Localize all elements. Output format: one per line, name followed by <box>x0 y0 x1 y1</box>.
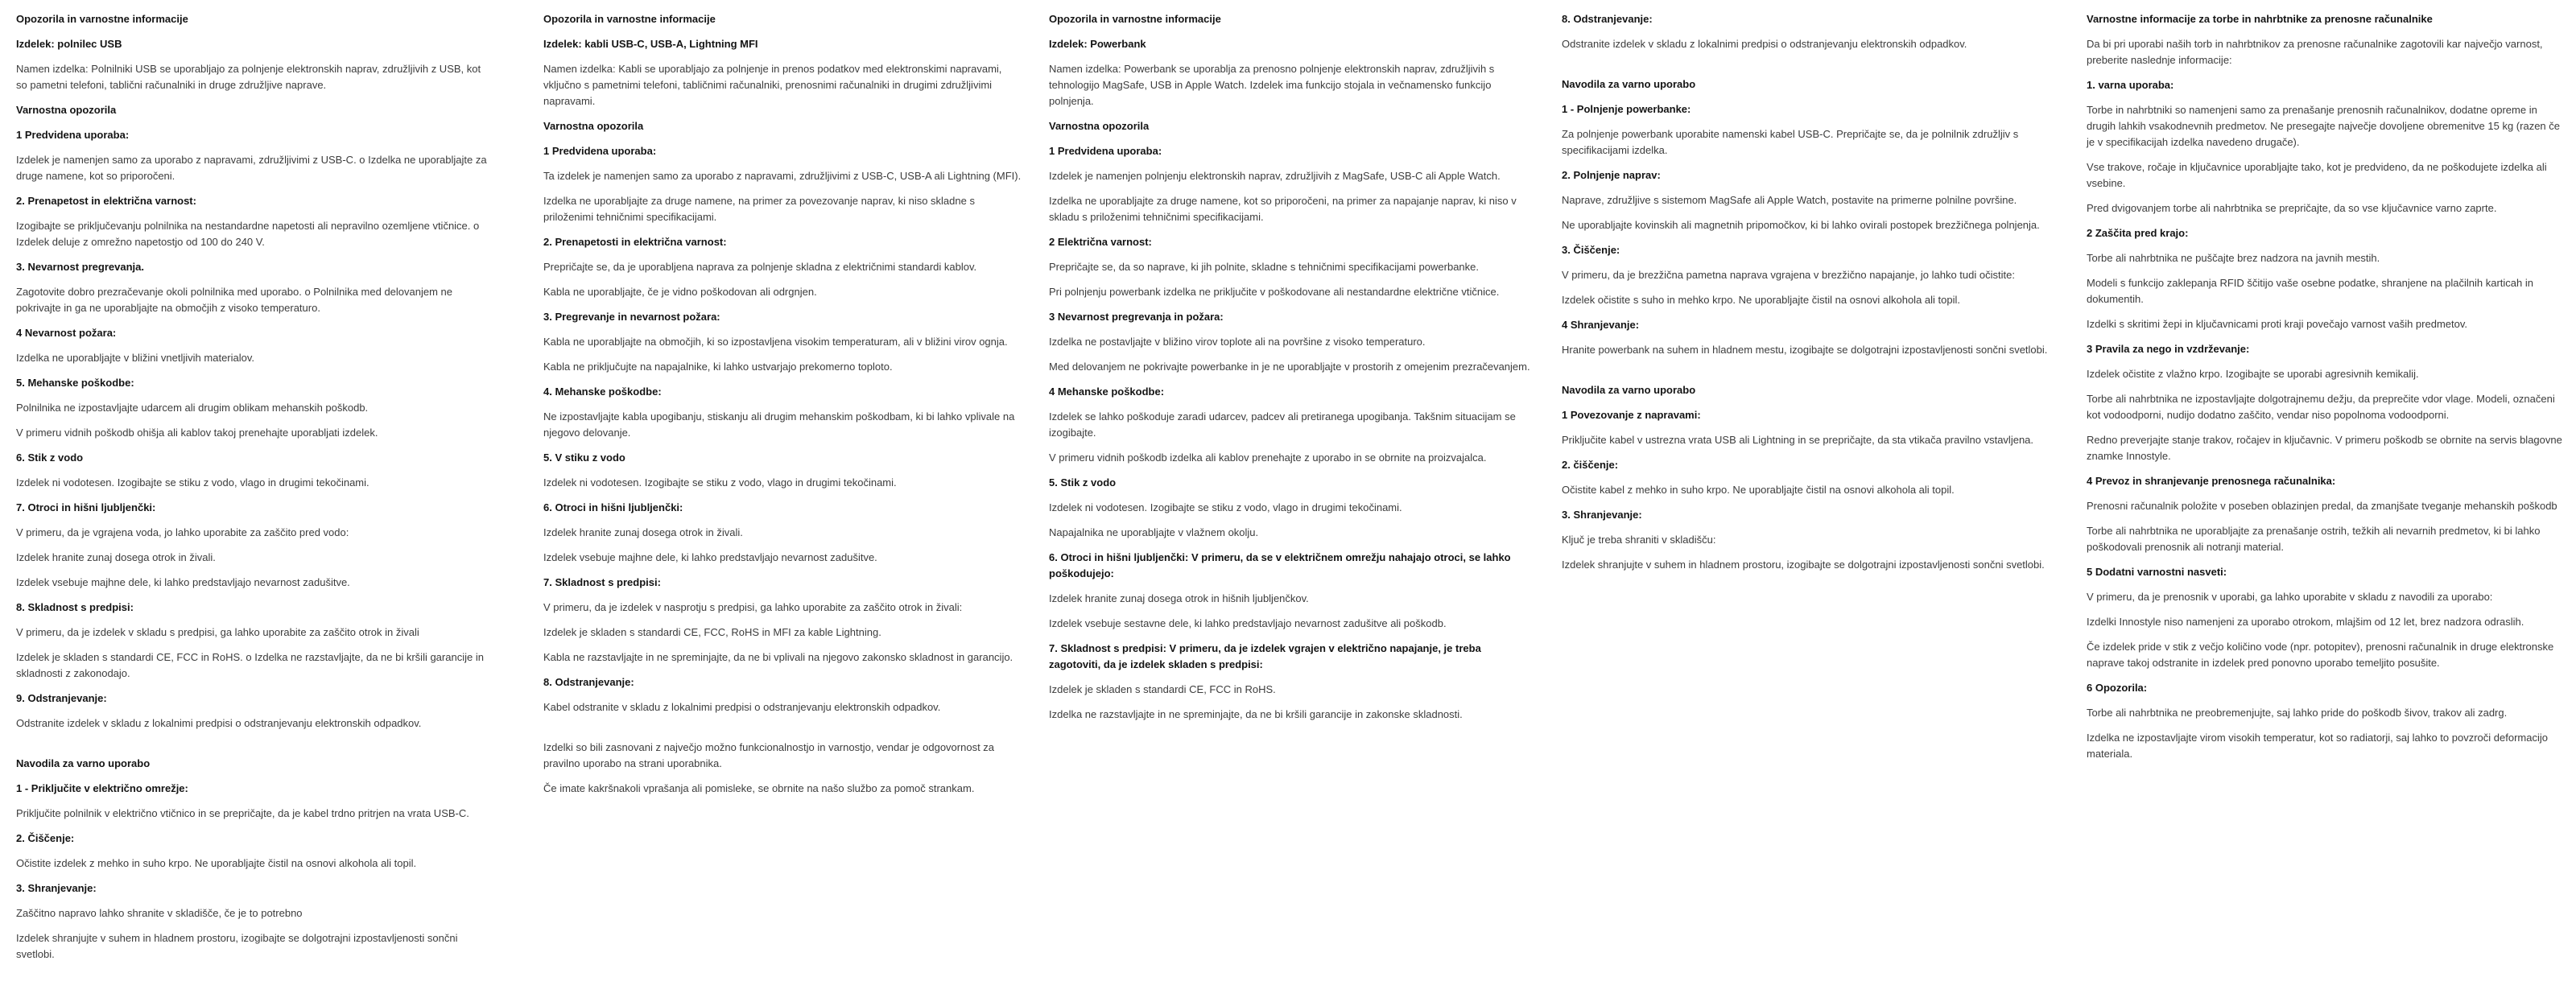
section-heading: 7. Skladnost s predpisi: V primeru, da je izdelek vgrajen v električno napajanje, je treba zagotoviti, da je izdelek skladen s predpisi: <box>1049 642 1481 670</box>
section-heading: Izdelek: polnilec USB <box>16 38 122 50</box>
body-paragraph: Izdelek se lahko poškoduje zaradi udarcev, padcev ali pretiranega upogibanja. Takšnim situacijam se izogibajte. <box>1049 410 1516 439</box>
section-heading: 2. čiščenje: <box>1562 459 1619 471</box>
column-powerbank-usage <box>1562 11 2053 582</box>
section-heading: Varnostne informacije za torbe in nahrbtnike za prenosne računalnike <box>2087 13 2433 25</box>
body-paragraph: Da bi pri uporabi naših torb in nahrbtnikov za prenosne računalnike zagotovili kar največjo varnost, preberite naslednje informacije: <box>2087 38 2543 66</box>
section-heading: 5 Dodatni varnostni nasveti: <box>2087 566 2227 578</box>
section-heading: 8. Odstranjevanje: <box>543 676 634 688</box>
column-powerbank <box>1049 11 1532 732</box>
body-paragraph: Izogibajte se priključevanju polnilnika na nestandardne napetosti ali nepravilno ozemljene vtičnice. o Izdelek deluje z omrežno napetostjo od 100 do 240 V. <box>16 220 480 248</box>
section-heading: 1 Povezovanje z napravami: <box>1562 409 1701 421</box>
body-paragraph: Izdelka ne izpostavljajte virom visokih temperatur, kot so radiatorji, saj lahko to povzroči deformacijo materiala. <box>2087 732 2548 760</box>
section-heading: 3. Shranjevanje: <box>1562 509 1642 521</box>
section-heading: 4 Nevarnost požara: <box>16 327 117 339</box>
section-heading: 2 Električna varnost: <box>1049 236 1152 248</box>
section-heading: 1 - Priključite v električno omrežje: <box>16 782 188 794</box>
body-paragraph: Napajalnika ne uporabljajte v vlažnem okolju. <box>1049 526 1259 538</box>
body-paragraph: V primeru, da je vgrajena voda, jo lahko uporabite za zaščito pred vodo: <box>16 526 349 538</box>
body-paragraph: Naprave, združljive s sistemom MagSafe ali Apple Watch, postavite na primerne polnilne površine. <box>1562 194 2017 206</box>
body-paragraph: Namen izdelka: Powerbank se uporablja za prenosno polnjenje elektronskih naprav, združljivih s tehnologijo MagSafe, USB in Apple Watch. Izdelek ima funkcijo stojala in večnamensko funkcijo polnjenja. <box>1049 63 1495 107</box>
section-heading: 9. Odstranjevanje: <box>16 692 107 704</box>
body-paragraph: Torbe ali nahrbtnika ne preobremenjujte, saj lahko pride do poškodb šivov, trakov ali zadrg. <box>2087 707 2508 719</box>
body-paragraph: Izdelki s skritimi žepi in ključavnicami proti kraji povečajo varnost vaših predmetov. <box>2087 318 2467 330</box>
body-paragraph: Ne uporabljajte kovinskih ali magnetnih pripomočkov, ki bi lahko ovirali postopek brezžičnega polnjenja. <box>1562 219 2040 231</box>
body-paragraph: Vse trakove, ročaje in ključavnice uporabljajte tako, kot je predvideno, da ne poškodujete izdelka ali vsebine. <box>2087 161 2547 189</box>
body-paragraph: Odstranite izdelek v skladu z lokalnimi predpisi o odstranjevanju elektronskih odpadkov. <box>16 717 422 729</box>
body-paragraph: Redno preverjajte stanje trakov, ročajev in ključavnic. V primeru poškodb se obrnite na servis blagovne znamke Innostyle. <box>2087 434 2562 462</box>
body-paragraph: Prepričajte se, da so naprave, ki jih polnite, skladne s tehničnimi specifikacijami powerbanke. <box>1049 261 1479 273</box>
section-heading: 1 - Polnjenje powerbanke: <box>1562 103 1691 115</box>
body-paragraph: Izdelek vsebuje sestavne dele, ki lahko predstavljajo nevarnost zadušitve ali poškodb. <box>1049 617 1447 629</box>
section-heading: Opozorila in varnostne informacije <box>543 13 716 25</box>
body-paragraph: Za polnjenje powerbank uporabite namenski kabel USB-C. Prepričajte se, da je polnilnik združljiv s specifikacijami izdelka. <box>1562 128 2019 156</box>
column-charger-usb <box>16 11 493 971</box>
section-heading: 6. Otroci in hišni ljubljenčki: V primeru, da se v električnem omrežju nahajajo otroci, se lahko poškodujejo: <box>1049 551 1511 579</box>
body-paragraph: Prepričajte se, da je uporabljena naprava za polnjenje skladna z električnimi standardi kablov. <box>543 261 977 273</box>
section-heading: 6 Opozorila: <box>2087 682 2148 694</box>
column-laptop-bags <box>2087 11 2566 771</box>
body-paragraph: Pred dvigovanjem torbe ali nahrbtnika se prepričajte, da so vse ključavnice varno zaprte. <box>2087 202 2497 214</box>
body-paragraph: V primeru, da je izdelek v skladu s predpisi, ga lahko uporabite za zaščito otrok in živali <box>16 626 419 638</box>
body-paragraph: Izdelek očistite s suho in mehko krpo. Ne uporabljajte čistil na osnovi alkohola ali topil. <box>1562 294 1960 306</box>
body-paragraph: Izdelek očistite z vlažno krpo. Izogibajte se uporabi agresivnih kemikalij. <box>2087 368 2419 380</box>
body-paragraph: Izdelek je skladen s standardi CE, FCC in RoHS. o Izdelka ne razstavljajte, da ne bi kršili garancije in skladnosti z zakonodajo. <box>16 651 484 679</box>
section-heading: 2. Polnjenje naprav: <box>1562 169 1661 181</box>
section-heading: 7. Skladnost s predpisi: <box>543 576 661 588</box>
body-paragraph: Očistite izdelek z mehko in suho krpo. Ne uporabljajte čistil na osnovi alkohola ali topil. <box>16 857 417 869</box>
body-paragraph: Izdelka ne uporabljajte za druge namene, na primer za povezovanje naprav, ki niso skladne s priloženimi tehničnimi specifikacijami. <box>543 195 975 223</box>
body-paragraph: Če izdelek pride v stik z večjo količino vode (npr. potopitev), prenosni računalnik in druge elektronske naprave takoj odstranite in izdelek pred ponovno uporabo temeljito posušite. <box>2087 641 2554 669</box>
body-paragraph: Izdelek hranite zunaj dosega otrok in živali. <box>16 551 216 563</box>
body-paragraph: Če imate kakršnakoli vprašanja ali pomisleke, se obrnite na našo službo za pomoč strankam. <box>543 782 975 794</box>
body-paragraph: Ključ je treba shraniti v skladišču: <box>1562 534 1716 546</box>
section-heading: Varnostna opozorila <box>16 104 117 116</box>
body-paragraph: Torbe in nahrbtniki so namenjeni samo za prenašanje prenosnih računalnikov, dodatne opreme in drugih lahkih vsakodnevnih predmetov. Ne presegajte največje dovoljene obremenitve 15 kg (razen če je v specifikacijah izdelka navedeno drugače). <box>2087 104 2560 148</box>
section-heading: Navodila za varno uporabo <box>1562 384 1696 396</box>
body-paragraph: Izdelek hranite zunaj dosega otrok in hišnih ljubljenčkov. <box>1049 592 1309 604</box>
body-paragraph: Izdelek shranjujte v suhem in hladnem prostoru, izogibajte se dolgotrajni izpostavljenosti sončni svetlobi. <box>16 932 458 960</box>
section-heading: 4 Shranjevanje: <box>1562 319 1640 331</box>
body-paragraph: Izdelki so bili zasnovani z največjo možno funkcionalnostjo in varnostjo, vendar je odgovornost za pravilno uporabo na strani uporabnika. <box>543 741 995 769</box>
body-paragraph: Hranite powerbank na suhem in hladnem mestu, izogibajte se dolgotrajni izpostavljenosti sončni svetlobi. <box>1562 344 2048 356</box>
column-cables <box>543 11 1026 806</box>
section-heading: 3 Nevarnost pregrevanja in požara: <box>1049 311 1224 323</box>
body-paragraph: Kabla ne razstavljajte in ne spreminjajte, da ne bi vplivali na njegovo zakonsko skladnost in garancijo. <box>543 651 1013 663</box>
section-heading: Navodila za varno uporabo <box>16 757 151 769</box>
section-heading: 6. Stik z vodo <box>16 451 84 464</box>
body-paragraph: Torbe ali nahrbtnika ne puščajte brez nadzora na javnih mestih. <box>2087 252 2380 264</box>
section-heading: Izdelek: Powerbank <box>1049 38 1146 50</box>
section-heading: 8. Odstranjevanje: <box>1562 13 1653 25</box>
section-heading: 4 Mehanske poškodbe: <box>1049 385 1165 398</box>
section-heading: 7. Otroci in hišni ljubljenčki: <box>16 501 156 513</box>
body-paragraph: Torbe ali nahrbtnika ne uporabljajte za prenašanje ostrih, težkih ali nevarnih predmetov, ki bi lahko poškodovali prenosnik ali notranji material. <box>2087 525 2541 553</box>
body-paragraph: V primeru vidnih poškodb izdelka ali kablov prenehajte z uporabo in se obrnite na proizvajalca. <box>1049 451 1487 464</box>
body-paragraph: Ta izdelek je namenjen samo za uporabo z napravami, združljivimi z USB-C, USB-A ali Lightning (MFI). <box>543 170 1022 182</box>
section-heading: 1 Predvidena uporaba: <box>16 129 130 141</box>
body-paragraph: Kabla ne priključujte na napajalnike, ki lahko ustvarjajo prekomerno toploto. <box>543 361 893 373</box>
body-paragraph: Priključite kabel v ustrezna vrata USB ali Lightning in se prepričajte, da sta vtikača pravilno vstavljena. <box>1562 434 2034 446</box>
body-paragraph: Med delovanjem ne pokrivajte powerbanke in je ne uporabljajte v prostorih z omejenim prezračevanjem. <box>1049 361 1530 373</box>
body-paragraph: V primeru, da je prenosnik v uporabi, ga lahko uporabite v skladu z navodili za uporabo: <box>2087 591 2493 603</box>
section-heading: 2 Zaščita pred krajo: <box>2087 227 2189 239</box>
body-paragraph: Modeli s funkcijo zaklepanja RFID ščitijo vaše osebne podatke, shranjene na plačilnih karticah in dokumentih. <box>2087 277 2533 305</box>
section-heading: 4 Prevoz in shranjevanje prenosnega računalnika: <box>2087 475 2336 487</box>
body-paragraph: Izdelka ne uporabljajte v bližini vnetljivih materialov. <box>16 352 255 364</box>
section-heading: Opozorila in varnostne informacije <box>1049 13 1221 25</box>
section-heading: Opozorila in varnostne informacije <box>16 13 188 25</box>
section-heading: 5. V stiku z vodo <box>543 451 625 464</box>
body-paragraph: Zagotovite dobro prezračevanje okoli polnilnika med uporabo. o Polnilnika med delovanjem ne pokrivajte in ga ne uporabljajte na območjih z visoko temperaturo. <box>16 286 452 314</box>
body-paragraph: V primeru, da je izdelek v nasprotju s predpisi, ga lahko uporabite za zaščito otrok in živali: <box>543 601 963 613</box>
body-paragraph: Kabla ne uporabljajte, če je vidno poškodovan ali odrgnjen. <box>543 286 817 298</box>
section-heading: 6. Otroci in hišni ljubljenčki: <box>543 501 683 513</box>
body-paragraph: Kabel odstranite v skladu z lokalnimi predpisi o odstranjevanju elektronskih odpadkov. <box>543 701 941 713</box>
section-heading: 1 Predvidena uporaba: <box>543 145 657 157</box>
body-paragraph: Torbe ali nahrbtnika ne izpostavljajte dolgotrajnemu dežju, da preprečite vdor vlage. Modeli, označeni kot vodoodporni, nudijo dodatno zaščito, vendar niso popolnoma vodoodporni. <box>2087 393 2555 421</box>
section-heading: 4. Mehanske poškodbe: <box>543 385 662 398</box>
section-heading: 3 Pravila za nego in vzdrževanje: <box>2087 343 2250 355</box>
section-heading: 5. Mehanske poškodbe: <box>16 377 134 389</box>
body-paragraph: Izdelka ne postavljajte v bližino virov toplote ali na površine z visoko temperaturo. <box>1049 336 1426 348</box>
body-paragraph: Prenosni računalnik položite v poseben oblazinjen predal, da zmanjšate tveganje mehanskih poškodb <box>2087 500 2557 512</box>
section-heading: 3. Pregrevanje in nevarnost požara: <box>543 311 720 323</box>
body-paragraph: V primeru vidnih poškodb ohišja ali kablov takoj prenehajte uporabljati izdelek. <box>16 427 378 439</box>
body-paragraph: Izdelek ni vodotesen. Izogibajte se stiku z vodo, vlago in drugimi tekočinami. <box>1049 501 1402 513</box>
section-heading: Izdelek: kabli USB-C, USB-A, Lightning MFI <box>543 38 758 50</box>
section-heading: 3. Čiščenje: <box>1562 244 1620 256</box>
body-paragraph: Izdelek ni vodotesen. Izogibajte se stiku z vodo, vlago in drugimi tekočinami. <box>16 476 369 489</box>
body-paragraph: Izdelek shranjujte v suhem in hladnem prostoru, izogibajte se dolgotrajni izpostavljenosti sončni svetlobi. <box>1562 559 2045 571</box>
body-paragraph: Namen izdelka: Kabli se uporabljajo za polnjenje in prenos podatkov med elektronskimi napravami, vključno s pametnimi telefoni, tabličnimi računalniki, prenosnimi računalniki in drugimi združljivimi napravami. <box>543 63 1002 107</box>
body-paragraph: Izdelek je skladen s standardi CE, FCC, RoHS in MFI za kable Lightning. <box>543 626 881 638</box>
section-heading: 8. Skladnost s predpisi: <box>16 601 134 613</box>
section-heading: 2. Čiščenje: <box>16 832 75 844</box>
section-heading: 5. Stik z vodo <box>1049 476 1117 489</box>
body-paragraph: Izdelek je skladen s standardi CE, FCC in RoHS. <box>1049 683 1276 695</box>
body-paragraph: Kabla ne uporabljajte na območjih, ki so izpostavljena visokim temperaturam, ali v bližini virov ognja. <box>543 336 1008 348</box>
body-paragraph: Namen izdelka: Polnilniki USB se uporabljajo za polnjenje elektronskih naprav, združljivih z USB, kot so pametni telefoni, tablični računalniki in druge združljive naprave. <box>16 63 481 91</box>
section-heading: 3. Nevarnost pregrevanja. <box>16 261 144 273</box>
section-heading: 1 Predvidena uporaba: <box>1049 145 1162 157</box>
body-paragraph: Izdelek ni vodotesen. Izogibajte se stiku z vodo, vlago in drugimi tekočinami. <box>543 476 897 489</box>
body-paragraph: Pri polnjenju powerbank izdelka ne priključite v poškodovane ali nestandardne električne vtičnice. <box>1049 286 1500 298</box>
body-paragraph: Izdelek je namenjen polnjenju elektronskih naprav, združljivih z MagSafe, USB-C ali Apple Watch. <box>1049 170 1501 182</box>
section-heading: Varnostna opozorila <box>543 120 644 132</box>
body-paragraph: V primeru, da je brezžična pametna naprava vgrajena v brezžično napajanje, jo lahko tudi očistite: <box>1562 269 2015 281</box>
section-heading: 2. Prenapetost in električna varnost: <box>16 195 196 207</box>
section-heading: Varnostna opozorila <box>1049 120 1150 132</box>
body-paragraph: Izdelki Innostyle niso namenjeni za uporabo otrokom, mlajšim od 12 let, brez nadzora odraslih. <box>2087 616 2524 628</box>
section-heading: 1. varna uporaba: <box>2087 79 2174 91</box>
body-paragraph: Izdelka ne razstavljajte in ne spreminjajte, da ne bi kršili garancije in zakonske skladnosti. <box>1049 708 1463 720</box>
body-paragraph: Odstranite izdelek v skladu z lokalnimi predpisi o odstranjevanju elektronskih odpadkov. <box>1562 38 1967 50</box>
section-heading: Navodila za varno uporabo <box>1562 78 1696 90</box>
body-paragraph: Ne izpostavljajte kabla upogibanju, stiskanju ali drugim mehanskim poškodbam, ki bi lahko vplivale na njegovo delovanje. <box>543 410 1015 439</box>
body-paragraph: Izdelek vsebuje majhne dele, ki lahko predstavljajo nevarnost zadušitve. <box>543 551 877 563</box>
body-paragraph: Očistite kabel z mehko in suho krpo. Ne uporabljajte čistil na osnovi alkohola ali topil. <box>1562 484 1955 496</box>
body-paragraph: Izdelka ne uporabljajte za druge namene, kot so priporočeni, na primer za napajanje naprav, ki niso v skladu s priloženimi tehničnimi specifikacijami. <box>1049 195 1517 223</box>
body-paragraph: Polnilnika ne izpostavljajte udarcem ali drugim oblikam mehanskih poškodb. <box>16 402 369 414</box>
section-heading: 2. Prenapetosti in električna varnost: <box>543 236 727 248</box>
body-paragraph: Zaščitno napravo lahko shranite v skladišče, če je to potrebno <box>16 907 303 919</box>
body-paragraph: Izdelek je namenjen samo za uporabo z napravami, združljivimi z USB-C. o Izdelka ne uporabljajte za druge namene, kot so priporočeni. <box>16 154 487 182</box>
body-paragraph: Izdelek vsebuje majhne dele, ki lahko predstavljajo nevarnost zadušitve. <box>16 576 350 588</box>
body-paragraph: Izdelek hranite zunaj dosega otrok in živali. <box>543 526 743 538</box>
section-heading: 3. Shranjevanje: <box>16 882 97 894</box>
body-paragraph: Priključite polnilnik v električno vtičnico in se prepričajte, da je kabel trdno pritrjen na vrata USB-C. <box>16 807 469 819</box>
